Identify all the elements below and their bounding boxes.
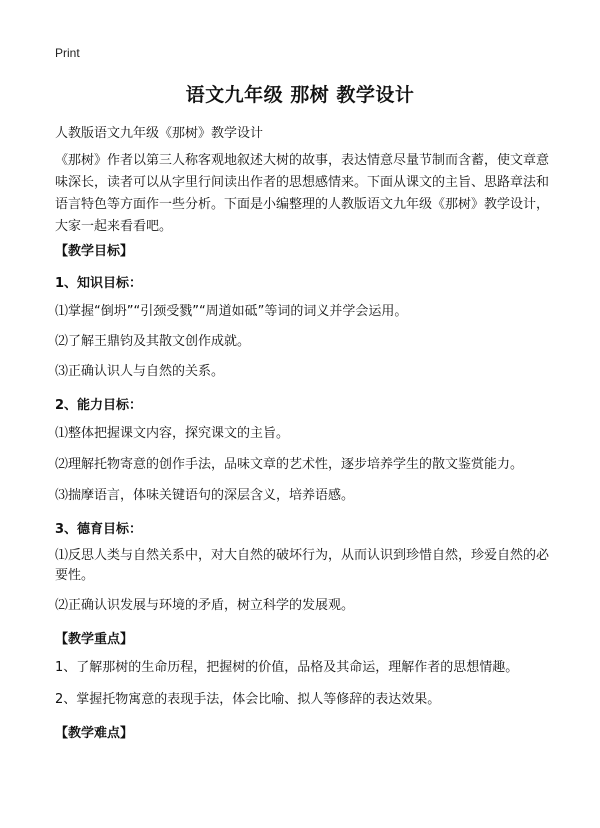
ability-goal-item: ⑶揣摩语言，体味关键语句的深层含义，培养语感。 [55, 488, 355, 503]
print-label: Print [55, 46, 80, 60]
moral-goals-heading: 3、德育目标： [55, 522, 143, 537]
goals-heading: 【教学目标】 [55, 244, 134, 259]
difficulties-heading: 【教学难点】 [55, 726, 134, 741]
knowledge-goals-heading: 1、知识目标： [55, 276, 143, 291]
moral-goal-item: ⑵正确认识发展与环境的矛盾，树立科学的发展观。 [55, 598, 355, 613]
ability-goals-heading: 2、能力目标： [55, 398, 143, 413]
document-title: 语文九年级 那树 教学设计 [185, 84, 415, 106]
key-points-heading: 【教学重点】 [55, 632, 134, 647]
ability-goal-item: ⑵理解托物寄意的创作手法，品味文章的艺术性，逐步培养学生的散文鉴赏能力。 [55, 457, 524, 472]
key-point-item: 2、掌握托物寓意的表现手法，体会比喻、拟人等修辞的表达效果。 [55, 692, 441, 707]
key-point-item: 1、了解那树的生命历程，把握树的价值，品格及其命运，理解作者的思想情趣。 [55, 660, 519, 675]
knowledge-goal-item: ⑵了解王鼎钧及其散文创作成就。 [55, 334, 251, 349]
ability-goal-item: ⑴整体把握课文内容，探究课文的主旨。 [55, 426, 290, 441]
knowledge-goal-item: ⑶正确认识人与自然的关系。 [55, 364, 225, 379]
knowledge-goal-item: ⑴掌握“倒坍”“引颈受戮”“周道如砥”等词的词义并学会运用。 [55, 304, 408, 319]
moral-goal-item: ⑴反思人类与自然关系中，对大自然的破坏行为，从而认识到珍惜自然，珍爱自然的必要性。 [55, 548, 550, 583]
document-subtitle: 人教版语文九年级《那树》教学设计 [55, 126, 264, 141]
intro-paragraph: 《那树》作者以第三人称客观地叙述大树的故事，表达情意尽量节制而含蓄，使文章意味深长，读者可以从字里行间读出作者的思想感情来。下面从课文的主旨、思路章法和语言特色等方面作一些分析。下面是小编整理的人教版语文九年级《那树》教学设计，大家一起来看看吧。 [55, 153, 550, 234]
